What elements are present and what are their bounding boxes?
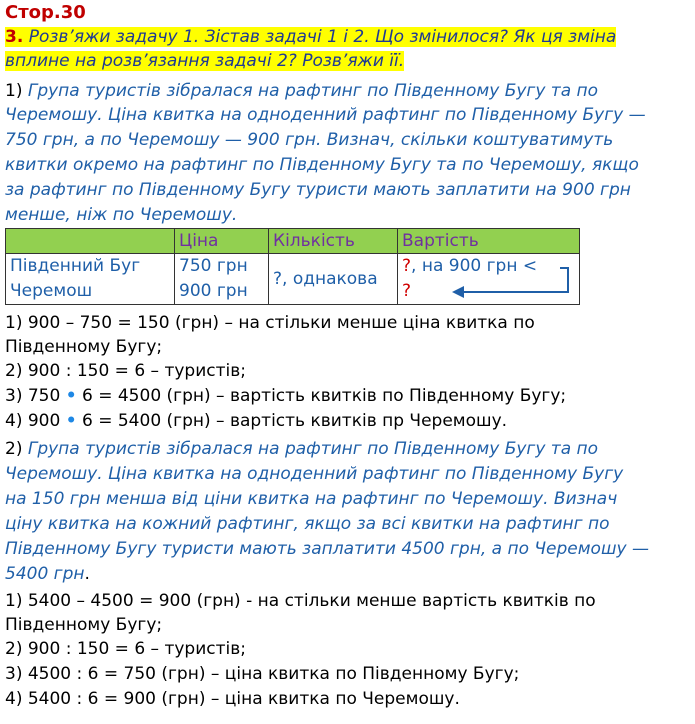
solution1-line-2: Південному Бугу; (5, 337, 163, 357)
comparison-arrow-icon (450, 264, 575, 298)
solution1-4b: 6 = 4500 (грн) – вартість квитків по Південному Бугу; (82, 386, 567, 406)
solution1-line-1: 1) 900 – 750 = 150 (грн) – на стільки менше ціна квитка по (5, 313, 535, 333)
problem2-prefix: 2) (5, 439, 23, 459)
solution2-line-1: 1) 5400 – 4500 = 900 (грн) - на стільки менше вартість квитків по (5, 591, 596, 611)
price-bug: 750 грн (179, 256, 248, 276)
task-line-1 (5, 26, 616, 48)
problem1-line-2: Черемошу. Ціна квитка на одноденний рафтинг по Південному Бугу — (5, 105, 646, 125)
task-line-2 (5, 50, 404, 72)
problem1-line-5: за рафтинг по Південному Бугу туристи мають заплатити на 900 грн (5, 180, 631, 200)
problem1-line-4: квитки окремо на рафтинг по Південному Бугу та по Черемошу, якщо (5, 155, 639, 175)
data-table (5, 228, 580, 305)
table-row (6, 254, 580, 305)
cost-question-1: ? (402, 256, 412, 276)
table-cell-names (6, 254, 175, 305)
task-text-2: вплине на розв’язання задачі 2? Розв’яжи її. (5, 51, 405, 71)
problem2-line-1 (5, 438, 598, 460)
solution2-line-3: 2) 900 : 150 = 6 – туристів; (5, 639, 246, 659)
solution1-5b: 6 = 5400 (грн) – вартість квитків пр Черемошу. (82, 411, 508, 431)
problem2-line-3: на 150 грн менша від ціни квитка на рафтинг по Черемошу. Визнач (5, 489, 618, 509)
row-name-cheremosh: Черемош (10, 281, 93, 301)
solution1-4a: 3) 750 (5, 386, 61, 406)
page-title: Стор.30 (5, 2, 86, 23)
table-header-cost: Вартість (398, 229, 580, 254)
problem1-line-6: менше, ніж по Черемошу. (5, 205, 238, 225)
problem2-line-6 (5, 563, 90, 585)
table-cell-prices (175, 254, 269, 305)
table-header-empty (6, 229, 175, 254)
table-header-price: Ціна (175, 229, 269, 254)
solution2-line-2: Південному Бугу; (5, 615, 163, 635)
solution1-line-5 (5, 410, 507, 432)
solution2-line-4: 3) 4500 : 6 = 750 (грн) – ціна квитка по Південному Бугу; (5, 664, 520, 684)
solution2-line-5: 4) 5400 : 6 = 900 (грн) – ціна квитка по Черемошу. (5, 689, 460, 709)
task-text-1: Розв’яжи задачу 1. Зістав задачі 1 і 2. Що змінилося? Як ця зміна (28, 27, 617, 47)
cost-question-2: ? (402, 281, 412, 301)
problem1-line-3: 750 грн, а по Черемошу — 900 грн. Визнач, скільки коштуватимуть (5, 130, 614, 150)
price-cheremosh: 900 грн (179, 281, 248, 301)
quantity-value: ?, однакова (273, 269, 378, 289)
problem2-line-5: Південному Бугу туристи мають заплатити 4500 грн, а по Черемошу — (5, 539, 649, 559)
table-header-row (6, 229, 580, 254)
cost-note: , на 900 грн < (411, 256, 538, 276)
table-header-quantity: Кількість (269, 229, 398, 254)
problem2-line-4: ціну квитка на кожний рафтинг, якщо за всі квитки на рафтинг по (5, 514, 610, 534)
problem1-text-1: Група туристів зібралася на рафтинг по Південному Бугу та по (27, 81, 599, 101)
solution1-5a: 4) 900 (5, 411, 61, 431)
task-highlight-1 (5, 27, 616, 47)
multiply-dot-icon: • (65, 411, 77, 431)
task-number: 3. (5, 27, 24, 47)
problem2-text-6: 5400 грн (5, 564, 85, 584)
table-cell-quantity (269, 254, 398, 305)
multiply-dot-icon: • (65, 386, 77, 406)
table-cell-cost (398, 254, 580, 305)
row-name-bug: Південний Буг (10, 256, 141, 276)
problem2-text-1: Група туристів зібралася на рафтинг по Південному Бугу та по (27, 439, 599, 459)
problem2-text-6-end: . (84, 564, 90, 584)
solution1-line-3: 2) 900 : 150 = 6 – туристів; (5, 361, 246, 381)
solution1-line-4 (5, 385, 566, 407)
problem1-line-1 (5, 80, 598, 102)
problem1-prefix: 1) (5, 81, 23, 101)
problem2-line-2: Черемошу. Ціна квитка на одноденний рафтинг по Південному Бугу (5, 464, 624, 484)
